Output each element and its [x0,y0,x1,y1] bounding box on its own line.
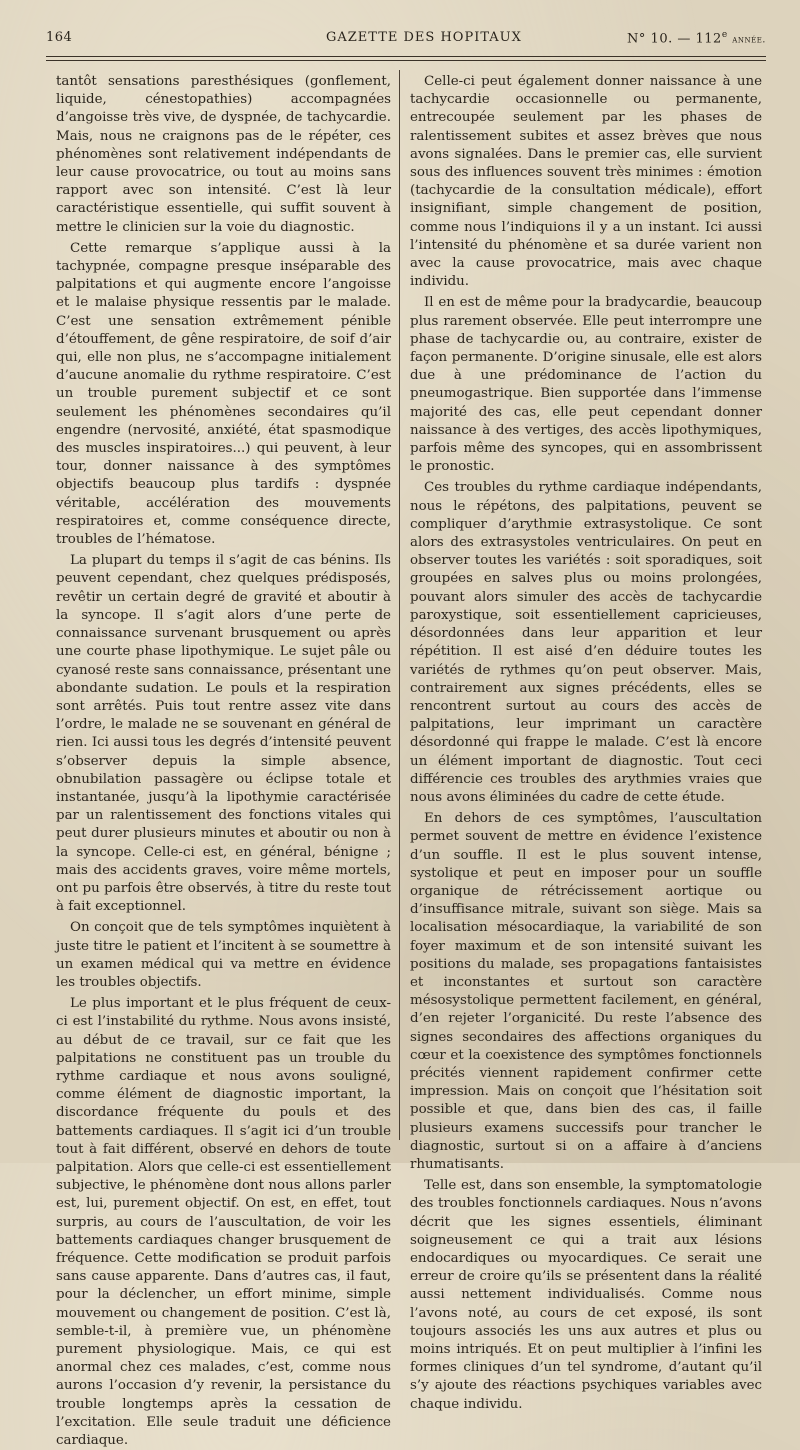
header-rule-bottom [46,60,766,61]
running-header [46,30,766,54]
column-divider [399,70,400,1140]
paragraph: Ces troubles du rythme cardiaque indépendants, nous le répétons, des palpitations, peuvent se compliquer d’arythmie extrasystolique. Ce sont alors des extrasystoles ventriculaires. On peut en observer toutes les variétés : soit sporadiques, soit groupées en salves plus ou moins prolongées, pouvant alors simuler des accès de tachycardie paroxystique, soit essentiellement capricieuses, désordonnées dans leur apparition et leur répétition. Il est aisé d’en déduire toutes les variétés de rythmes qu’on peut observer. Mais, contrairement aux signes précédents, elles se rencontrent surtout au cours des accès de palpitations, leur imprimant un caractère désordonné qui frappe le malade. C’est là encore un élément important de diagnostic. Tout ceci différencie ces troubles des arythmies vraies que nous avons éliminées du cadre de cette étude. [410,480,762,805]
paragraph: On conçoit que de tels symptômes inquiètent à juste titre le patient et l’incitent à se soumettre à un examen médical qui va mettre en évidence les troubles objectifs. [56,920,391,990]
issue-suffix: année. [732,34,766,46]
paragraph: Le plus important et le plus fréquent de ceux-ci est l’instabilité du rythme. Nous avons insisté, au début de ce travail, sur ce fait que les palpitations ne constituent pas un trouble du rythme cardiaque et nous avons souligné, comme élément de diagnostic important, la discordance fréquente du pouls et des battements cardiaques. Il s’agit ici d’un trouble tout à fait différent, observé en dehors de toute palpitation. Alors que celle-ci est essentiellement subjective, le phénomène dont nous allons parler est, lui, purement objectif. On est, en effet, tout surpris, au cours de l’auscultation, de voir les battements cardiaques changer brusquement de fréquence. Cette modification se produit parfois sans cause apparente. Dans d’autres cas, il faut, pour la déclencher, un effort minime, simple mouvement ou changement de position. C’est là, semble-t-il, à première vue, un phénomène purement physiologique. Mais, ce qui est anormal chez ces malades, c’est, comme nous aurons l’occasion d’y revenir, la persistance du trouble longtemps après la cessation de l’excitation. Elle seule traduit une déficience cardiaque. [56,996,391,1449]
paragraph: Cette remarque s’applique aussi à la tachypnée, compagne presque inséparable des palpitations et qui augmente encore l’angoisse et le malaise physique ressentis par le malade. C’est une sensation extrêmement pénible d’étouffement, de gêne respiratoire, de soif d’air qui, elle non plus, ne s’accompagne initialement d’aucune anomalie du rythme respiratoire. C’est un trouble purement subjectif et ce sont seulement les phénomènes secondaires qu’il engendre (nervosité, anxiété, état spasmodique des muscles inspiratoires...) qui peuvent, à leur tour, donner naissance à des symptômes objectifs beaucoup plus tardifs : dyspnée véritable, accélération des mouvements respiratoires et, comme conséquence directe, troubles de l’hématose. [56,240,391,548]
paragraph: La plupart du temps il s’agit de cas bénins. Ils peuvent cependant, chez quelques prédisposés, revêtir un certain degré de gravité et aboutir à la syncope. Il s’agit alors d’une perte de connaissance survenant brusquement ou après une courte phase lipothymique. Le sujet pâle ou cyanosé reste sans connaissance, présentant une abondante sudation. Le pouls et la respiration sont arrêtés. Puis tout rentre assez vite dans l’ordre, le malade ne se souvenant en général de rien. Ici aussi tous les degrés d’intensité peuvent s’observer depuis la simple absence, obnubilation passagère ou éclipse totale et instantanée, jusqu’à la lipothymie caractérisée par un ralentissement des fonctions vitales qui peut durer plusieurs minutes et aboutir ou non à la syncope. Celle-ci est, en général, bénigne ; mais des accidents graves, voire même mortels, ont pu parfois être observés, à titre du reste tout à fait exceptionnel. [56,553,391,915]
right-column [410,73,762,1412]
header-rule-top [46,56,766,57]
paragraph: En dehors de ces symptômes, l’auscultation permet souvent de mettre en évidence l’existence d’un souffle. Il est le plus souvent intense, systolique et peut en imposer pour un souffle organique de rétrécissement aortique ou d’insuffisance mitrale, suivant son siège. Mais sa localisation mésocardiaque, la variabilité de son foyer maximum et de son intensité suivant les positions du malade, ses propagations fantaisistes et inconstantes et surtout son caractère mésosystolique permettent facilement, en général, d’en rejeter l’organicité. Du reste l’absence des signes secondaires des affections organiques du cœur et la coexistence des symptômes fonctionnels précités viennent rapidement confirmer cette impression. Mais on conçoit que l’hésitation soit possible et que, dans bien des cas, il faille plusieurs examens successifs pour trancher le diagnostic, surtout si on a affaire à d’anciens rhumatisants. [410,811,762,1172]
paragraph: Celle-ci peut également donner naissance à une tachycardie occasionnelle ou permanente, entrecoupée seulement par les phases de ralentissement subites et assez brèves que nous avons signalées. Dans le premier cas, elle survient sous des influences souvent très minimes : émotion (tachycardie de la consultation médicale), effort insignifiant, simple changement de position, comme nous l’indiquions il y a un instant. Ici aussi l’intensité du phénomène et sa durée varient non avec la cause provocatrice, mais avec chaque individu. [410,74,762,290]
paragraph: tantôt sensations paresthésiques (gonflement, liquide, cénestopathies) accompagnées d’angoisse très vive, de dyspnée, de tachycardie. Mais, nous ne craignons pas de le répéter, ces phénomènes sont relativement indépendants de leur cause provocatrice, ou tout au moins sans rapport avec son intensité. C’est là leur caractéristique essentielle, qui suffit souvent à mettre le clinicien sur la voie du diagnostic. [56,74,391,235]
journal-title: GAZETTE DES HOPITAUX [326,30,522,45]
paragraph: Il en est de même pour la bradycardie, beaucoup plus rarement observée. Elle peut interrompre une phase de tachycardie ou, au contraire, exister de façon permanente. D’origine sinusale, elle est alors due à une prédominance de l’action du pneumogastrique. Bien supportée dans l’immense majorité des cas, elle peut cependant donner naissance à des vertiges, des accès lipothymiques, parfois même des syncopes, qui en assombrissent le pronostic. [410,295,762,475]
issue-superscript: e [721,30,728,40]
issue-number: N° 10. — 112 [627,31,722,47]
page-number: 164 [46,30,73,45]
issue-info [627,30,766,46]
paragraph: Telle est, dans son ensemble, la symptomatologie des troubles fonctionnels cardiaques. Nous n’avons décrit que les signes essentiels, éliminant soigneusement ce qui a trait aux lésions endocardiques ou myocardiques. Ce serait une erreur de croire qu’ils se présentent dans la réalité aussi nettement individualisés. Comme nous l’avons noté, au cours de cet exposé, ils sont toujours associés les uns aux autres et plus ou moins intriqués. Et on peut multiplier à l’infini les formes cliniques d’un tel syndrome, d’autant qu’il s’y ajoute des réactions psychiques variables avec chaque individu. [410,1178,762,1412]
left-column [56,73,391,1449]
